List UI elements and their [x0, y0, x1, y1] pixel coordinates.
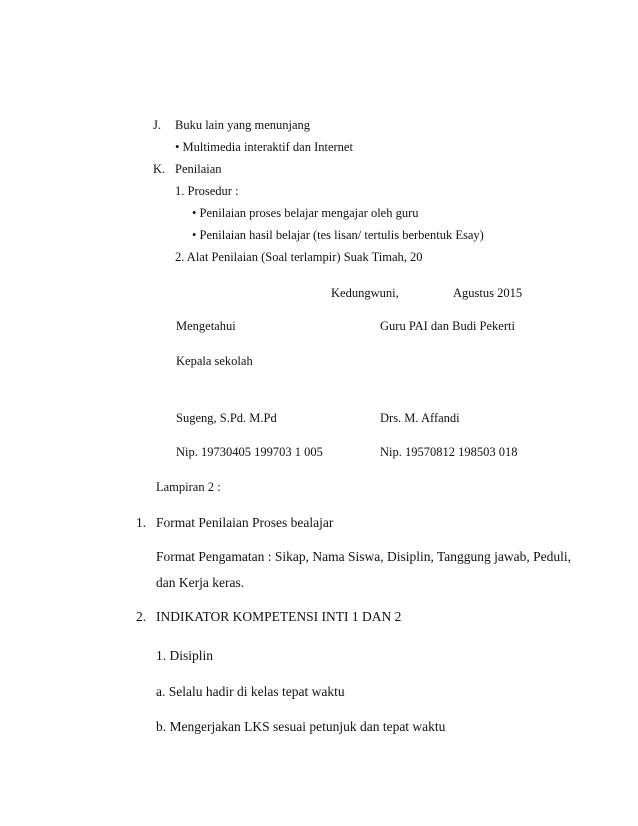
- alat-penilaian: 2. Alat Penilaian (Soal terlampir) Suak Timah, 20: [175, 250, 423, 264]
- sign-left-line1: Mengetahui: [176, 319, 236, 333]
- sign-right-line1: Guru PAI dan Budi Pekerti: [380, 319, 515, 333]
- signature-date: Agustus 2015: [453, 286, 523, 300]
- sign-left-line2: Kepala sekolah: [176, 354, 253, 368]
- section-j-label: J.: [153, 118, 161, 132]
- sign-right-name: Drs. M. Affandi: [380, 411, 460, 425]
- section-j-bullet: • Multimedia interaktif dan Internet: [175, 140, 353, 154]
- prosedur-item: • Penilaian proses belajar mengajar oleh guru: [192, 206, 419, 220]
- prosedur-item: • Penilaian hasil belajar (tes lisan/ tertulis berbentuk Esay): [192, 228, 484, 242]
- section-k-title: Penilaian: [175, 162, 222, 176]
- disiplin-item: a. Selalu hadir di kelas tepat waktu: [156, 684, 345, 699]
- list-item-number: 2.: [136, 609, 147, 624]
- disiplin-item: b. Mengerjakan LKS sesuai petunjuk dan tepat waktu: [156, 719, 446, 734]
- list-item-title: Format Penilaian Proses bealajar: [156, 515, 334, 530]
- lampiran-title: Lampiran 2 :: [156, 480, 221, 494]
- list-item-title: INDIKATOR KOMPETENSI INTI 1 DAN 2: [156, 609, 402, 624]
- format-pengamatan-line: Format Pengamatan : Sikap, Nama Siswa, Disiplin, Tanggung jawab, Peduli,: [156, 549, 572, 564]
- section-j-title: Buku lain yang menunjang: [175, 118, 311, 132]
- section-k-label: K.: [153, 162, 166, 176]
- signature-place: Kedungwuni,: [331, 286, 399, 300]
- sign-left-nip: Nip. 19730405 199703 1 005: [176, 445, 323, 459]
- disiplin-title: 1. Disiplin: [156, 648, 214, 663]
- sign-right-nip: Nip. 19570812 198503 018: [380, 445, 518, 459]
- format-pengamatan-line: dan Kerja keras.: [156, 575, 245, 590]
- prosedur-title: 1. Prosedur :: [175, 184, 239, 198]
- list-item-number: 1.: [136, 515, 147, 530]
- sign-left-name: Sugeng, S.Pd. M.Pd: [176, 411, 277, 425]
